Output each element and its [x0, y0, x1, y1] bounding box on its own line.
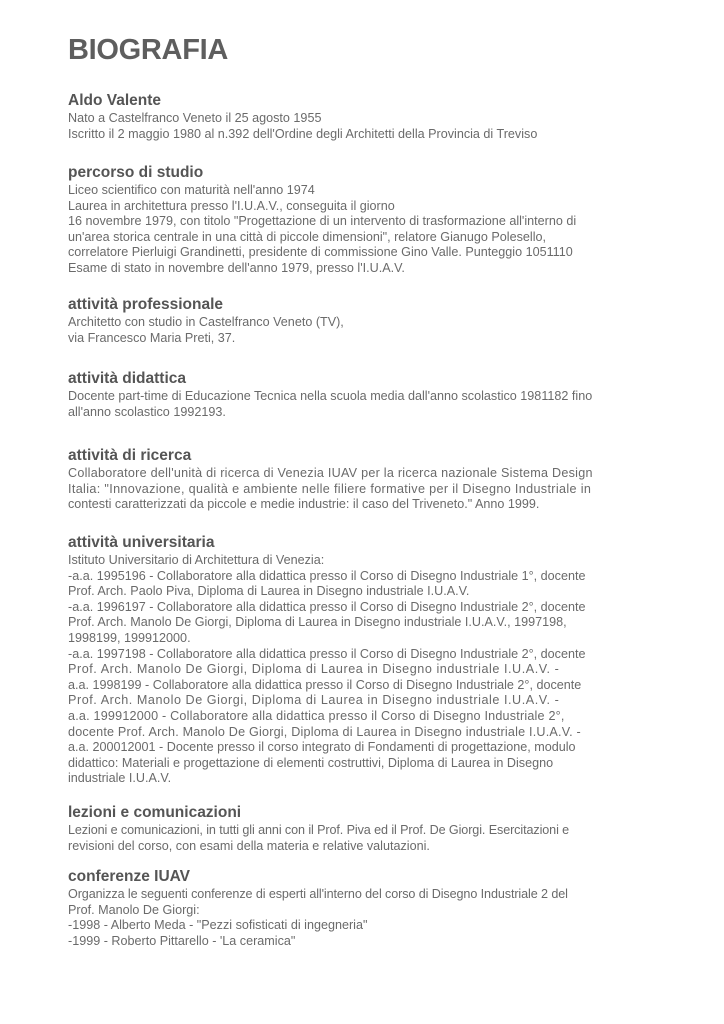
section-conferences — [68, 867, 640, 949]
registration-line: Iscritto il 2 maggio 1980 al n.392 dell'Ordine degli Architetti della Provincia di Treviso — [68, 126, 538, 141]
conferences-line: -1999 - Roberto Pittarello - 'La ceramica" — [68, 933, 296, 948]
university-line: Prof. Arch. Manolo De Giorgi, Diploma di Laurea in Disegno industriale I.U.A.V., 1997198, — [68, 615, 567, 630]
study-line: un'area storica centrale in una città di piccole dimensioni", relatore Gianugo Polesello, — [68, 229, 547, 244]
university-line: a.a. 199912000 - Collaboratore alla didattica presso il Corso di Disegno Industriale 2°, — [68, 708, 565, 723]
research-line: Collaboratore dell'unità di ricerca di Venezia IUAV per la ricerca nazionale Sistema Design — [68, 466, 593, 480]
university-line: Prof. Arch. Manolo De Giorgi, Diploma di Laurea in Disegno industriale I.U.A.V. - — [68, 693, 560, 708]
study-line: correlatore Pierluigi Grandinetti, presidente di commissione Gino Valle. Punteggio 1051110 — [68, 245, 573, 260]
section-university — [68, 533, 640, 787]
university-line: 1998199, 199912000. — [68, 630, 191, 645]
study-line: Esame di stato in novembre dell'anno 1979, presso l'I.U.A.V. — [68, 260, 405, 275]
lessons-heading: lezioni e comunicazioni — [68, 804, 242, 821]
lessons-line: Lezioni e comunicazioni, in tutti gli anni con il Prof. Piva ed il Prof. De Giorgi. Esercitazioni e — [68, 823, 570, 837]
university-line: docente Prof. Arch. Manolo De Giorgi, Diploma di Laurea in Disegno industriale I.U.A.V. - — [68, 724, 581, 739]
university-line: -a.a. 1995196 - Collaboratore alla didattica presso il Corso di Disegno Industriale 1°, docente — [68, 568, 586, 583]
study-heading: percorso di studio — [68, 164, 204, 181]
university-line: Prof. Arch. Manolo De Giorgi, Diploma di Laurea in Disegno industriale I.U.A.V. - — [68, 662, 560, 677]
section-lessons — [68, 803, 640, 854]
lessons-line: revisioni del corso, con esami della materia e relative valutazioni. — [68, 838, 430, 853]
section-professional — [68, 295, 640, 346]
conferences-heading: conferenze IUAV — [68, 868, 191, 885]
section-study — [68, 163, 640, 277]
teaching-heading: attività didattica — [68, 370, 186, 387]
teaching-line: Docente part-time di Educazione Tecnica nella scuola media dall'anno scolastico 1981182 fino — [68, 389, 593, 403]
study-line: Liceo scientifico con maturità nell'anno 1974 — [68, 183, 315, 197]
section-name — [68, 91, 640, 142]
university-line: a.a. 200012001 - Docente presso il corso integrato di Fondamenti di progettazione, modulo — [68, 740, 576, 755]
study-line: 16 novembre 1979, con titolo "Progettazione di un intervento di trasformazione all'interno di — [68, 214, 577, 229]
conferences-line: Prof. Manolo De Giorgi: — [68, 902, 200, 917]
page-title: BIOGRAFIA — [68, 34, 229, 66]
university-heading: attività universitaria — [68, 534, 215, 551]
study-line: Laurea in architettura presso l'I.U.A.V., conseguita il giorno — [68, 198, 395, 213]
section-research — [68, 446, 640, 513]
university-line: Prof. Arch. Paolo Piva, Diploma di Laurea in Disegno industriale I.U.A.V. — [68, 584, 470, 599]
university-line: a.a. 1998199 - Collaboratore alla didattica presso il Corso di Disegno Industriale 2°, docente — [68, 677, 582, 692]
section-teaching — [68, 369, 640, 420]
university-line: -a.a. 1996197 - Collaboratore alla didattica presso il Corso di Disegno Industriale 2°, docente — [68, 599, 586, 614]
teaching-line: all'anno scolastico 1992193. — [68, 404, 226, 419]
research-line: contesti caratterizzati da piccole e medie industrie: il caso del Triveneto." Anno 1999. — [68, 497, 540, 512]
professional-line: Architetto con studio in Castelfranco Veneto (TV), — [68, 315, 344, 329]
birth-line: Nato a Castelfranco Veneto il 25 agosto 1955 — [68, 111, 322, 125]
research-line: Italia: "Innovazione, qualità e ambiente nelle filiere formative per il Disegno Industriale in — [68, 481, 592, 496]
research-heading: attività di ricerca — [68, 447, 192, 464]
university-line: industriale I.U.A.V. — [68, 771, 172, 786]
university-line: Istituto Universitario di Architettura di Venezia: — [68, 553, 325, 567]
professional-line: via Francesco Maria Preti, 37. — [68, 330, 236, 345]
conferences-line: -1998 - Alberto Meda - "Pezzi sofisticati di ingegneria" — [68, 918, 368, 933]
university-line: didattico: Materiali e progettazione di elementi costruttivi, Diploma di Laurea in Disegno — [68, 755, 554, 770]
university-line: -a.a. 1997198 - Collaboratore alla didattica presso il Corso di Disegno Industriale 2°, docente — [68, 646, 586, 661]
conferences-line: Organizza le seguenti conferenze di esperti all'interno del corso di Disegno Industriale 2 del — [68, 887, 568, 901]
professional-heading: attività professionale — [68, 296, 224, 313]
name-heading: Aldo Valente — [68, 92, 162, 109]
